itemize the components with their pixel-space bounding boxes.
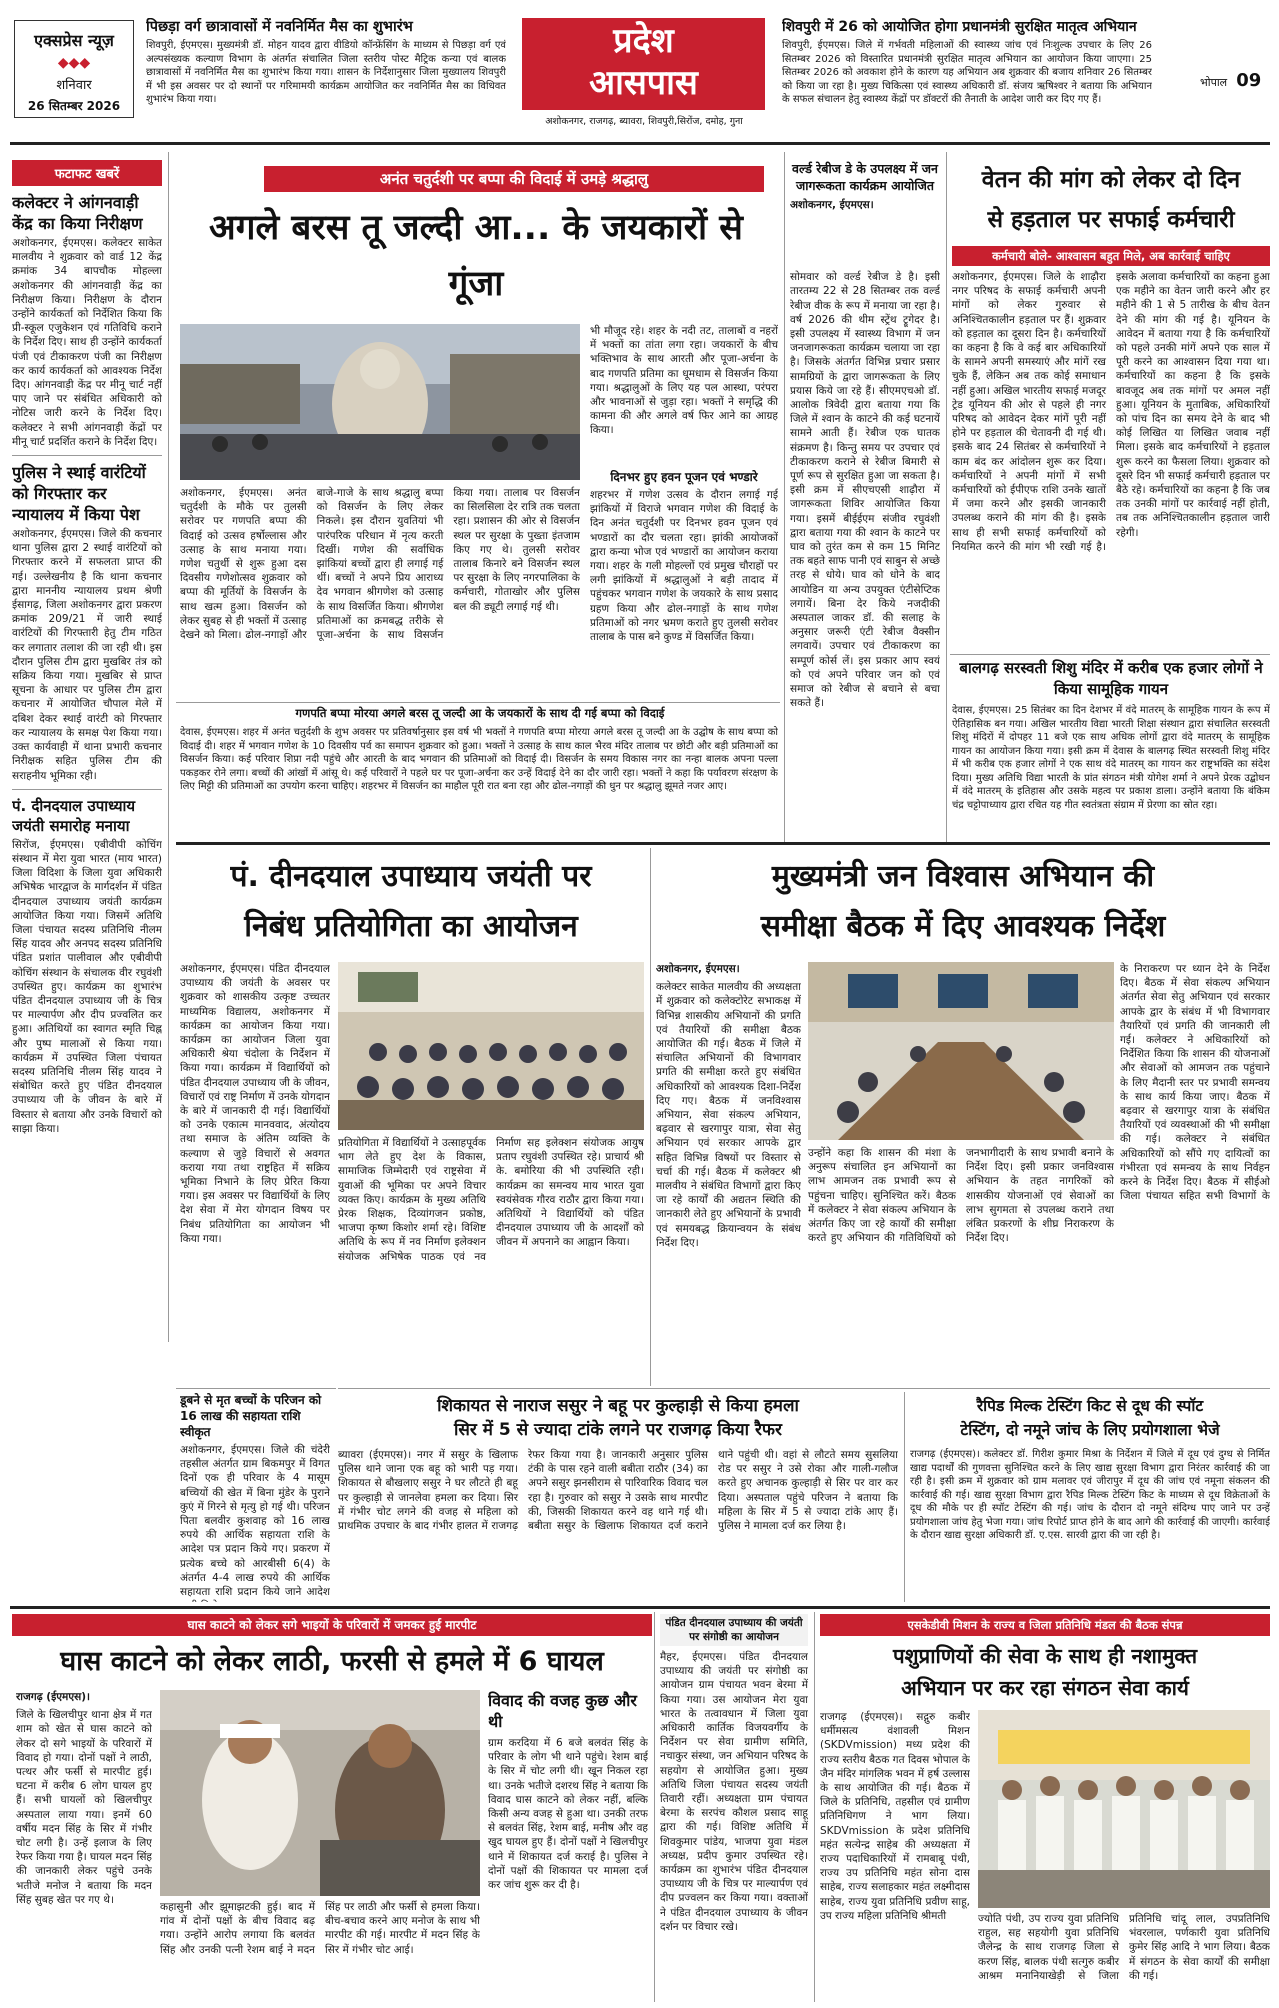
milk-headline-line2: टेस्टिंग, दो नमूने जांच के लिए प्रयोगशाला भेजे <box>960 1421 1220 1439</box>
cm-review-text-right: के निराकरण पर ध्यान देने के निर्देश दिए। बैठक में सेवा संकल्प अभियान अंतर्गत सेवा सेतु अभियान एवं सरकार आपके द्वार के संबंध में भी विभागवार तैयारियों एवं प्रगति की जानकारी ली गई। कलेक्टर ने अधिकारियों को निर्देशित किया कि शासन की योजनाओं और सेवाओं को आमजन तक पहुंचाने के लिए मैदानी स्तर पर प्रभावी समन्वय के साथ कार्य किया जाए। बैठक में बढ़वार से खरगापुर यात्रा के संबंधित तैयारियों एवं व्यवस्थाओं की भी समीक्षा की गई। कलेक्टर ने संबंधित अधिकारियों को सौंपे गए दायित्वों का गंभीरता एवं समन्वय के साथ निर्वहन करने के निर्देश दिए। बैठक में सीईओ जिला पंचायत सहित सभी विभागों के <box>1120 963 1270 1202</box>
pashu-headline-line2: अभियान पर कर रहा संगठन सेवा कार्य <box>901 1676 1189 1700</box>
masthead-left-title: पिछड़ा वर्ग छात्रावासों में नवनिर्मित मैस का शुभारंभ <box>146 19 413 35</box>
deendayal-seminar-title: पंडित दीनदयाल उपाध्याय की जयंती पर संगोष्ठी का आयोजन <box>660 1614 808 1646</box>
ghaas-col-a <box>16 1690 152 2000</box>
pashu-headline-line1: पशुप्राणियों की सेवा के साथ ही नशामुक्त <box>892 1644 1198 1668</box>
masthead-left-text: शिवपुरी, ईएमएस। मुख्यमंत्री डॉ. मोहन यादव द्वारा वीडियो कॉन्फ्रेंसिंग के माध्यम से पिछड़ा वर्ग एवं अल्पसंख्यक कल्याण विभाग के अंतर्गत संचालित जिला स्तरीय पोस्ट मैट्रिक कन्या एवं बालक छात्रावासों में नवनिर्मित मैस का शुभारंभ किया गया। शासन के निर्देशानुसार जिला मुख्यालय शिवपुरी में भी इस अवसर पर दो स्थानों पर गरिमामयी कार्यक्रम आयोजित कर नवनिर्मित मैस का विधिवत शुभारंभ किया गया। <box>146 40 506 105</box>
column-rule <box>168 152 169 1342</box>
fatafat-divider <box>12 455 162 456</box>
masthead-rule <box>10 142 1270 145</box>
section-rule-heavy <box>176 842 1270 845</box>
strike-headline-line1: वेतन की मांग को लेकर दो दिन <box>981 167 1241 193</box>
essay-text-left: अशोकनगर, ईएमएस। पंडित दीनदयाल उपाध्याय की जयंती के अवसर पर शुक्रवार को शासकीय उत्कृष्ट उच्चतर माध्यमिक विद्यालय, अशोकनगर में कार्यक्रम का आयोजन किया गया। कार्यक्रम का आयोजन जिला युवा अधिकारी श्रेया चंदोला के निर्देशन में किया गया। कार्यक्रम में विद्यार्थियों को पंडित दीनदयाल उपाध्याय जी के जीवन, विचारों एवं राष्ट्र निर्माण में उनके योगदान के बारे में जानकारी दी गई। विद्यार्थियों को उनके एकात्म मानववाद, अंत्योदय तथा समाज के अंतिम व्यक्ति के कल्याण से जुड़े विचारों से अवगत कराया गया तथा राष्ट्रहित में सक्रिय भूमिका निभाने के लिए प्रेरित किया गया। इस अवसर पर विद्यार्थियों के लिए देश सेवा में मेरा योगदान विषय पर निबंध प्रतियोगिता का आयोजन भी किया गया। <box>180 963 330 1245</box>
drowning-text: अशोकनगर, ईएमएस। जिले की चंदेरी तहसील अंतर्गत ग्राम बिकमपुर में विगत दिनों एक ही परिवार के 4 मासूम बच्चियों की खेत में बिना मुंडेर के पुराने कुएं में गिरने से मृत्यु हो गई थी। परिजन पिता बलवीर कुशवाह को 16 लाख रुपये की आर्थिक सहायता राशि के आदेश पत्र प्रदान किये गए। प्रकरण में प्रत्येक बच्चे को आरबीसी 6(4) के अंतर्गत 4-4 लाख रुपये की आर्थिक सहायता राशि प्रदान किये जाने आदेश <box>180 1444 330 1599</box>
essay-classroom-photo <box>338 962 644 1130</box>
column-rule <box>654 1612 655 2002</box>
pashu-text-a: राजगढ़ (ईएमएस)। सद्गुरु कबीर धर्मीमसत्य वंशावली मिशन (SKDVmission) मध्य प्रदेश की राज्य स्तरीय बैठक गत दिवस भोपाल के जैन मंदिर मांगलिक भवन में हर्ष उल्लास के साथ आयोजित की गई। बैठक में जिले के प्रतिनिधि, तहसील एवं ग्रामीण प्रतिनिधिगण ने भाग लिया। SKDVmission के प्रदेश प्रतिनिधि महंत सत्येन्द्र साहेब की अध्यक्षता में राज्य पदाधिकारियों में रामबाबू पंथी, राज्य उप प्रतिनिधि महंत सोना दास साहेब, राज्य सलाहकार महंत लक्ष्मीदास साहेब, राज्य युवा प्रतिनिधि प्रवीण साहू, उप राज्य महिला प्रतिनिधि श्रीमती <box>820 1711 970 1922</box>
issue-day: शनिवार <box>56 78 92 93</box>
ganesh-headline <box>176 200 776 318</box>
strike-kicker: कर्मचारी बोले- आश्वासन बहुत मिले, अब कार्रवाई चाहिए <box>952 246 1270 266</box>
masthead-right-title: शिवपुरी में 26 को आयोजित होगा प्रधानमंत्री सुरक्षित मातृत्व अभियान <box>782 19 1137 35</box>
ghaas-text-a: जिले के खिलचीपुर थाना क्षेत्र में गत शाम को खेत से घास काटने को लेकर दो सगे भाइयों के परिवारों में विवाद हो गया। दोनों पक्षों ने लाठी, पत्थर और फर्सी से मारपीट हुई। घटना में करीब 6 लोग घायल हुए हैं। सभी घायलों को खिलचीपुर अस्पताल लाया गया। इनमें 60 वर्षीय मदन सिंह के सिर में गंभीर चोट लगी है। उन्हें इलाज के लिए रेफर किया गया है। घायल मदन सिंह की जानकारी लेकर पहुंचे उनके भतीजे मनोज ने बताया कि मदन सिंह सुबह खेत पर गए थे। <box>16 1709 152 1906</box>
fatafat-item3-title: पं. दीनदयाल उपाध्याय जयंती समारोह मनाया <box>12 796 136 835</box>
strike-headline <box>952 160 1270 244</box>
column-rule <box>784 152 785 842</box>
ghaas-sub-heading: विवाद की वजह कुछ और थी <box>488 1691 637 1731</box>
section-rule <box>176 702 780 703</box>
drowning-title: डूबने से मृत बच्चों के परिजन को 16 लाख की सहायता राशि स्वीकृत <box>180 1393 322 1439</box>
section-line1: प्रदेश <box>613 21 674 61</box>
ghaas-headline: घास काटने को लेकर लाठी, फरसी से हमले में 6 घायल <box>60 1646 604 1677</box>
deendayal-seminar-story <box>660 1614 808 2002</box>
deendayal-seminar-text: मैहर, ईएमएस। पंडित दीनदयाल उपाध्याय की जयंती पर संगोष्ठी का आयोजन ग्राम पंचायत भवन बेरमा में किया गया। उस आयोजन मेरा युवा भारत के तत्वावधान में जिला युवा अधिकारी कार्तिक विजयवर्गीय के निर्देशन पर सेवा ग्रामीण समिति, नचाकुर संस्था, जन अभियान परिषद के सहयोग से आयोजित हुआ। मुख्य अतिथि जिला पंचायत सदस्य जयंती तिवारी रहीं। अध्यक्षता ग्राम पंचायत बेरमा के सरपंच कौशल प्रसाद साहू द्वारा की गई। विशिष्ट अतिथि में शिवकुमार पांडेय, भाजपा युवा मंडल अध्यक्ष, प्रदीप कुमार उपस्थित रहे। कार्यक्रम का शुभारंभ पंडित दीनदयाल उपाध्याय जी के चित्र पर माल्यार्पण एवं दीप प्रज्वलन कर किया गया। वक्ताओं ने पंडित दीनदयाल उपाध्याय के जीवन दर्शन पर विचार रखे। <box>660 1651 808 1933</box>
page-number: 09 <box>1236 70 1262 91</box>
cm-review-headline-line2: समीक्षा बैठक में दिए आवश्यक निर्देश <box>760 909 1166 944</box>
column-rule <box>814 1612 815 2002</box>
section-banner <box>522 18 765 110</box>
fatafat-item1-title: कलेक्टर ने आंगनवाड़ी केंद्र का किया निरीक्षण <box>12 193 143 233</box>
rabies-story <box>790 160 940 840</box>
strike-text: अशोकनगर, ईएमएस। जिले के शाढ़ौरा नगर परिषद के सफाई कर्मचारी अपनी मांगों को लेकर गुरुवार से अनिश्चितकालीन हड़ताल पर हैं। शुक्रवार को हड़ताल का दूसरा दिन है। कर्मचारियों का कहना है कि वे कई बार अधिकारियों के सामने अपनी समस्याएं और मांगें रख चुके हैं, लेकिन अब तक कोई समाधान नहीं हुआ। अखिल भारतीय सफाई मजदूर ट्रेड यूनियन की ओर से पहले ही नगर परिषद को आवेदन देकर मांगें पूरी नहीं होने पर हड़ताल की चेतावनी दी गई थी। इसके बाद 24 सितंबर से कर्मचारियों ने काम बंद कर आंदोलन शुरू कर दिया। कर्मचारियों ने अपनी मांगों में सभी कर्मचारियों को ईपीएफ राशि उनके खातों में जमा करने और इसकी जानकारी उपलब्ध कराने की मांग की है। इसके साथ ही सभी सफाई कर्मचारियों को नियमित करने की मांग भी रखी गई है। इसके अलावा कर्मचारियों का कहना हुआ एक महीने का वेतन जारी करने और हर महीने की 1 से 5 तारीख के बीच वेतन देने की मांग की गई है। यूनियन के आवेदन में बताया गया है कि कर्मचारियों को पहले उनकी मांगें अपने एक साल में पूरी करने का आश्वासन दिया गया था। कर्मचारियों का कहना है कि इसके बावजूद अब तक मांगों पर अमल नहीं हुआ। यूनियन के मुताबिक, अधिकारियों को पांच दिन का समय देने के बाद भी कोई लिखित या लिखित जवाब नहीं मिला। इसके बाद कर्मचारियों ने हड़ताल शुरू करने का फैसला लिया। शुक्रवार को दूसरे दिन भी सफाई कर्मचारी हड़ताल पर बैठे रहे। कर्मचारियों का कहना है कि जब तक उनकी मांगों पर कार्रवाई नहीं होती, तब तक अनिश्चितकालीन हड़ताल जारी रहेगी। <box>952 271 1270 553</box>
cm-review-left <box>656 962 801 1262</box>
strike-headline-line2: से हड़ताल पर सफाई कर्मचारी <box>987 207 1235 233</box>
rabies-text: सोमवार को वर्ल्ड रेबीज डे है। इसी तारतम्य 22 से 28 सितम्बर तक वर्ल्ड रेबीज वीक के रूप में मनाया जा रहा है। वर्ष 2026 की थीम स्ट्रेंथ ट्रूगेदर है। इसी उपलक्ष्य में स्वास्थ्य विभाग में जन जनजागरूकता कार्यक्रम चलाया जा रहा है। जिसके अंतर्गत विभिन्न प्रचार प्रसार सामग्रियों के द्वारा जागरूकता के लिए प्रयास किये जा रहे हैं। सीएमएचओ डॉ. आलोक त्रिवेदी द्वारा बताया गया कि जिले में श्वान के काटने की कई घटनायें सामने आती हैं। रेबीज एक घातक संक्रमण है। किन्तु समय पर उपचार एवं टीकाकरण कराने से रेबीज बिमारी से पूर्ण रूप से सुरक्षित हुआ जा सकता है। इसी क्रम में सीएचएसी शाढ़ौरा में जागरूकता शिविर आयोजित किया गया। इसमें बीईईएम संजीव रघुवंशी द्वारा बताया गया की श्वान के काटने पर घाव को तुरंत कम से कम 15 मिनिट तक बहते साफ पानी एवं साबुन से अच्छे तरह से धोये। घाव को धोने के बाद आयोडिन या अन्य उपयुक्त एंटीसेप्टिक लगायें। बिना देर किये नजदीकी अस्पताल जाकर डॉ. की सलाह के अनुसार जरूरी एंटी रेबीज वैक्सीन लगवायें। उपचार एवं टीकाकरण का सम्पूर्ण कोर्स लें। इस प्रकार आप स्वयं को एवं अपने परिवार जन को एवं समाज को रेबीज से बचाने से बचा सकते हैं। <box>790 271 940 710</box>
issue-date: 26 सितम्बर 2026 <box>27 99 121 113</box>
masthead-right-text: शिवपुरी, ईएमएस। जिले में गर्भवती महिलाओं की स्वास्थ्य जांच एवं निःशुल्क उपचार के लिए 26 सितम्बर 2026 को विस्तारित प्रधानमंत्री सुरक्षित मातृत्व अभियान का आयोजन किया जाएगा। 25 सितम्बर 2026 को अवकाश होने के कारण यह अभियान अब शुक्रवार की बजाय शनिवार 26 सितम्बर को किया जा रहा है। मुख्य चिकित्सा एवं स्वास्थ्य अधिकारी डॉ. संजय ऋषिश्वर ने बताया कि अभियान के सफल संचालन हेतु स्वास्थ्य केंद्रों पर डॉक्टरों की तैनाती के आदेश जारी कर दिए गए हैं। <box>782 40 1152 105</box>
section-line2: आसपास <box>589 63 698 103</box>
pashu-headline <box>820 1640 1270 1704</box>
column-rule <box>946 152 947 842</box>
section-districts: अशोकनगर, राजगढ़, ब्यावरा, शिवपुरी,सिरोंज, दमोह, गुना <box>545 116 743 127</box>
ganesh-body: अशोकनगर, ईएमएस। अनंत चतुर्दशी के मौके पर तुलसी सरोवर पर गणपति बप्पा की विदाई को उत्सव हर्षोल्लास और उत्साह के साथ मनाया गया। गणेश चतुर्थी से शुरू हुआ दस दिवसीय गणेशोत्सव शुक्रवार को बप्पा की मूर्तियों के विसर्जन के साथ खत्म हुआ। विसर्जन को लेकर सुबह से ही भक्तों में उत्साह देखने को मिला। ढोल-नगाड़ों और बाजे-गाजे के साथ श्रद्धालु बप्पा को विसर्जन के लिए लेकर निकले। इस दौरान युवतियां भी पारंपरिक परिधान में नृत्य करती दिखीं। गणेश की सर्वाधिक झांकियां बच्चों द्वारा ही लगाई गई थीं। बच्चों ने अपने प्रिय आराध्य देव भगवान श्रीगणेश को उत्साह के साथ विसर्जित किया। श्रीगणेश प्रतिमाओं का क्रमबद्ध तरीके से पूजा-अर्चना के साथ विसर्जन किया गया। तालाब पर विसर्जन का सिलसिला देर रात्रि तक चलता रहा। प्रशासन की ओर से विसर्जन स्थल पर सुरक्षा के पुख्ता इंतजाम किए गए थे। तुलसी सरोवर तालाब किनारे बने विसर्जन स्थल पर सुरक्षा के लिए नगरपालिका के कर्मचारी, गोताखोर और पुलिस बल की ड्यूटी लगाई गई थी। <box>180 487 580 642</box>
fatafat-label: फटाफट खबरें <box>12 160 162 186</box>
fatafat-item2-text: अशोकनगर, ईएमएस। जिले की कचनार थाना पुलिस द्वारा 2 स्थाई वारंटियों को गिरफ्तार करने में सफलता प्राप्त की गई। उल्लेखनीय है कि थाना कचनार द्वारा माननीय न्यायालय प्रथम श्रेणी ईसागढ़, जिला अशोकनगर द्वारा प्रकरण क्रमांक 209/21 में जारी स्थाई वारंटियों की गिरफ्तारी हेतु टीम गठित कर लगातार तलाश की जा रही थी। इस दौरान पुलिस टीम द्वारा मुखबिर तंत्र को सक्रिय किया गया। मुखबिर से प्राप्त सूचना के आधार पर पुलिस टीम द्वारा कचनार में आयोजित चौपाल मेले में दबिश देकर स्थाई वारंटी को गिरफ्तार कर न्यायालय के समक्ष पेश किया गया। उक्त कार्यवाही में थाना प्रभारी कचनार निरीक्षक सहित पुलिस टीम की सराहनीय भूमिका रही। <box>12 528 162 782</box>
axe-headline-line2: सिर में 5 से ज्यादा टांके लगने पर राजगढ़ किया रैफर <box>454 1420 782 1440</box>
city-name: भोपाल <box>1200 76 1228 89</box>
pashu-meeting-photo <box>978 1710 1270 1908</box>
milk-text: राजगढ़ (ईएमएस)। कलेक्टर डॉ. गिरीश कुमार मिश्रा के निर्देशन में जिले में दूध एवं दुग्ध से निर्मित खाद्य पदार्थों की गुणवत्ता सुनिश्चित करने के लिए खाद्य सुरक्षा विभाग द्वारा निरंतर कार्रवाई की जा रही है। इसी क्रम में शुक्रवार को ग्राम मलावर एवं जीरापुर में दूध की जांच एवं नमूना संकलन की कार्रवाई की गई। खाद्य सुरक्षा विभाग द्वारा रैपिड मिल्क टेस्टिंग किट के माध्यम से दूध विक्रेताओं के दूध की मौके पर ही स्पॉट टेस्टिंग की गई। जांच के दौरान दो नमूने संदिग्ध पाए जाने पर उन्हें प्रयोगशाला जांच हेतु भेजा गया। जांच रिपोर्ट प्राप्त होने के बाद आगे की कार्रवाई की जाएगी। कार्रवाई के दौरान खाद्य सुरक्षा अधिकारी डॉ. ए.एस. सारवी द्वारा की जा रही है। <box>910 1449 1270 1541</box>
ghaas-kicker: घास काटने को लेकर सगे भाइयों के परिवारों में जमकर हुई मारपीट <box>12 1614 652 1636</box>
ghaas-byline: राजगढ़ (ईएमएस)। <box>16 1691 91 1703</box>
pashu-text-b: ज्योति पंथी, उप राज्य युवा प्रतिनिधि राहुल, सह सहयोगी युवा प्रतिनिधि जैलेन्द्र के साथ राजगढ़ जिला से करण सिंह, बालक पंथी सत्गुरु कबीर आश्रम मनानियाखेड़ी से जिला प्रतिनिधि चांदू लाल, उपप्रतिनिधि भंवरलाल, पर्णकारी युवा प्रतिनिधि कुमेर सिंह आदि ने भाग लिया। बैठक में संगठन के सेवा कार्यों की समीक्षा की गई। <box>978 1913 1270 1982</box>
masthead <box>0 0 1279 140</box>
column-rule <box>650 848 651 1386</box>
ghaas-injured-photo <box>160 1690 480 1896</box>
ganesh-headline-line1: अगले बरस तू जल्दी आ... के जयकारों से गूंजा <box>209 208 743 304</box>
masthead-right-news <box>782 18 1152 118</box>
section-rule <box>338 1388 1270 1389</box>
diamond-icon: ◆◆◆ <box>57 55 91 71</box>
essay-headline-line1: पं. दीनदयाल उपाध्याय जयंती पर <box>230 859 592 894</box>
devas-ganesh-text: देवास, ईएमएस। शहर में अनंत चतुर्दशी के शुभ अवसर पर प्रतिवर्षानुसार इस वर्ष भी भक्तों ने गणपति बप्पा मोरया अगले बरस तू जल्दी आ के उद्घोष के साथ बप्पा को विदाई दी। शहर में भगवान गणेश के 10 दिवसीय पर्व का समापन शुक्रवार को हुआ। भक्तों ने उत्साह के साथ काल भैरव मंदिर तालाब पर छोटी और बड़ी प्रतिमाओं का विसर्जन किया। कई परिवार शिप्रा नदी पहुंचे और आरती के बाद भगवान की प्रतिमाओं को विदाई दी। विसर्जन के समय विकास नगर का नन्हा बालक अपना पल्ला पकड़कर रोने लगा। बच्चों की आंखों में आंसू थे। कई परिवारों ने पहले घर पर पूजा-अर्चना कर उन्हें विदाई देने का दौर जारी रहा। भक्तों ने कहा कि पर्यावरण संरक्षण के लिए मिट्टी की प्रतिमाओं का उपयोग करना चाहिए। शहरभर में विसर्जन का माहौल पूरी रात बना रहा और ढोल-नगाड़ों की धुन पर श्रद्धालु झूमते नजर आए। <box>180 727 778 792</box>
section-rule <box>176 1388 336 1389</box>
fatafat-item3-text: सिरोंज, ईएमएस। एबीवीपी कोचिंग संस्थान में मेरा युवा भारत (माय भारत) जिला विदिशा के जिला युवा अधिकारी अभिषेक भारद्वाज के मार्गदर्शन में पंडित दीनदयाल उपाध्याय जयंती कार्यक्रम आयोजित किया गया। जिसमें अतिथि जिला पंचायत सदस्य प्रतिनिधि नीलम सिंह यादव और अनपद सदस्य प्रतिनिधि पंडित प्रशांत पालीवाल और एबीवीपी कोचिंग संस्थान के संचालक वीर रघुवंशी उपस्थित हुए। कार्यक्रम का शुभारंभ पंडित दीनदयाल उपाध्याय जी के चित्र पर माल्यार्पण और दीप प्रज्वलित कर हुआ। अतिथियों का स्वागत स्मृति चिह्न और पुष्प मालाओं से किया गया। कार्यक्रम में उपस्थित जिला पंचायत सदस्य प्रतिनिधि नीलम सिंह यादव ने संबोधित करते हुए पंडित दीनदयाल उपाध्याय जी के जीवन के बारे में विस्तार से बताया और उनके विचारों को साझा किया। <box>12 838 162 1135</box>
cm-review-text-left: कलेक्टर साकेत मालवीय की अध्यक्षता में शुक्रवार को कलेक्टोरेट सभाकक्ष में विभिन्न शासकीय अभियानों की प्रगति एवं तैयारियों की समीक्षा बैठक आयोजित की गई। बैठक में जिले में संचालित अभियानों की विभागवार प्रगति की समीक्षा करते हुए संबंधित अधिकारियों को आवश्यक दिशा-निर्देश दिए गए। बैठक में जनविश्वास अभियान, सेवा संकल्प अभियान, बढ़वार से खरगापुर यात्रा, सेवा सेतु अभियान एवं सरकार आपके द्वार सहित विभिन्न विषयों पर विस्तार से चर्चा की गई। बैठक में कलेक्टर श्री मालवीय ने संबंधित विभागों द्वारा किए जा रहे कार्यों की अद्यतन स्थिति की जानकारी लेते हुए अभियानों के प्रभावी एवं समयबद्ध क्रियान्वयन के संबंध निर्देश दिए। <box>656 981 801 1249</box>
rabies-byline: अशोकनगर, ईएमएस। <box>790 199 874 211</box>
ghaas-text-b: कहासुनी और झूमाझटकी हुई। बाद में गांव में दोनों पक्षों के बीच विवाद बढ़ गया। उन्होंने आरोप लगाया कि बलवंत सिंह और उनकी पत्नी रेशम बाई ने मदन सिंह पर लाठी और फर्सी से हमला किया। बीच-बचाव करने आए मनोज के साथ भी मारपीट की गई। मारपीट में मदन सिंह के सिर में गंभीर चोट आई। <box>160 1901 480 1956</box>
fatafat-item1-text: अशोकनगर, ईएमएस। कलेक्टर साकेत मालवीय ने शुक्रवार को वार्ड 12 केंद्र क्रमांक 34 बापचौक मोहल्ला अशोकनगर की आंगनवाड़ी केंद्र का निरीक्षण किया। निरीक्षण के दौरान उन्होंने कार्यकर्ता को निर्देशित किया कि प्री-स्कूल एजुकेशन एवं गतिविधि कराने के निर्देश दिए। साथ ही उन्होंने कार्यकर्ता पंजी एवं टीकाकरण पंजी का निरीक्षण कर कार्य कार्यकर्ता को आवश्यक निर्देश दिए। आंगनवाड़ी केंद्र पर मीनू चार्ट नहीं पाए जाने पर संबंधित अधिकारी को नोटिस जारी करने के निर्देश दिए। कलेक्टर ने सभी आंगनवाड़ी केंद्रों पर मीनू चार्ट प्रदर्शित कराने के निर्देश दिए। <box>12 237 162 448</box>
ganesh-procession-photo <box>180 324 580 480</box>
cm-review-text-bottom: उन्होंने कहा कि शासन की मंशा के अनुरूप संचालित इन अभियानों का लाभ आमजन तक प्रभावी रूप से पहुंचना चाहिए। सुनिश्चित करें। बैठक में कलेक्टर ने सेवा संकल्प अभियान के अंतर्गत किए जा रहे कार्यों की समीक्षा करते हुए अभियान की गतिविधियों को जनभागीदारी के साथ प्रभावी बनाने के निर्देश दिए। इसी प्रकार जनविश्वास अभियान के तहत नागरिकों को शासकीय योजनाओं एवं सेवाओं का लाभ सुगमता से उपलब्ध कराने तथा लंबित प्रकरणों के शीघ्र निराकरण के निर्देश दिए। <box>808 1147 1114 1245</box>
column-rule <box>904 1392 905 1602</box>
ghaas-sidebar <box>488 1690 648 2000</box>
balgadh-title: बालगढ़ सरस्वती शिशु मंदिर में करीब एक हजार लोगों ने किया सामूहिक गायन <box>959 659 1263 698</box>
milk-headline-line1: रैपिड मिल्क टेस्टिंग किट से दूध की स्पॉट <box>976 1397 1204 1415</box>
section-rule-heavy <box>10 1606 1270 1609</box>
fatafat-item2-title: पुलिस ने स्थाई वारंटियों को गिरफ्तार कर न्यायालय में किया पेश <box>12 463 146 525</box>
ganesh-sub-text: शहरभर में गणेश उत्सव के दौरान लगाई गई झांकियों में विराजे भगवान गणेश की विदाई के दिन अनंत चतुर्दशी पर दिनभर हवन पूजन एवं भण्डारों का दौर चलता रहा। झांकी आयोजकों द्वारा कन्या भोज एवं भण्डारों का आयोजन कराया गया। शहर के गली मोहल्लों एवं प्रमुख चौराहों पर लगी झांकियों में श्रद्धालुओं ने बड़ी तादाद में पहुंचकर भगवान गणेश के जयकारे के साथ प्रसाद ग्रहण किया और ढोल-नगाड़ों के साथ गणेश प्रतिमाओं को नगर भ्रमण कराते हुए तुलसी सरोवर तालाब के पास बने कुण्ड में विसर्जित किया। <box>590 489 778 644</box>
rabies-title: वर्ल्ड रेबीज डे के उपलक्ष्य में जन जागरूकता कार्यक्रम आयोजित <box>792 161 938 193</box>
ganesh-sub-heading: दिनभर हुए हवन पूजन एवं भण्डारे <box>610 470 758 484</box>
ganesh-side-text: भी मौजूद रहे। शहर के नदी तट, तालाबों व नहरों में भक्तों का तांता लगा रहा। जयकारों के बीच भक्तिभाव के साथ आरती और पूजा-अर्चना के बाद गणपति प्रतिमा का धूमधाम से विसर्जन किया गया। श्रद्धालुओं के लिए यह पल आस्था, परंपरा और भावनाओं से जुड़ा रहा। भक्तों ने समृद्धि की कामना की और अगले वर्ष फिर आने का आग्रह किया। <box>590 325 778 437</box>
brand-box <box>14 20 134 118</box>
milk-headline <box>910 1394 1270 1444</box>
section-rule <box>950 654 1270 655</box>
drowning-story <box>180 1392 330 1602</box>
cm-review-byline: अशोकनगर, ईएमएस। <box>656 963 740 975</box>
cm-review-meeting-photo <box>808 962 1114 1140</box>
ganesh-kicker: अनंत चतुर्दशी पर बप्पा की विदाई में उमड़े श्रद्धालु <box>264 166 764 192</box>
cm-review-headline <box>656 852 1270 956</box>
pashu-kicker: एसकेडीवी मिशन के राज्य व जिला प्रतिनिधि मंडल की बैठक संपन्न <box>820 1614 1270 1636</box>
axe-text: ब्यावरा (ईएमएस)। नगर में ससुर के खिलाफ पुलिस थाने जाना एक बहू को भारी पड़ गया। शिकायत से बौखलाए ससुर ने घर लौटते ही बहू पर कुल्हाड़ी से जानलेवा हमला कर दिया। सिर में गंभीर चोट लगने की वजह से महिला को प्राथमिक उपचार के बाद गंभीर हालत में राजगढ़ रेफर किया गया है। जानकारी अनुसार पुलिस टंकी के पास रहने वाली बबीता राठौर (34) का अपने ससुर झनसीराम से पारिवारिक विवाद चल रहा है। गुरुवार को ससुर ने उसके साथ मारपीट की, जिसकी शिकायत करने वह थाने गई थी। बबीता ससुर के खिलाफ शिकायत दर्ज कराने थाने पहुंची थी। वहां से लौटते समय सुसलिया रोड पर ससुर ने उसे रोका और गाली-गलौज करते हुए अचानक कुल्हाड़ी से सिर पर वार कर दिया। अस्पताल पहुंचे परिजन ने बताया कि महिला के सिर में 5 से ज्यादा टांके आए हैं। पुलिस ने मामला दर्ज कर लिया है। <box>338 1449 898 1533</box>
masthead-left-news <box>146 18 506 118</box>
axe-headline-line1: शिकायत से नाराज ससुर ने बहू पर कुल्हाड़ी से किया हमला <box>437 1396 799 1416</box>
essay-headline-line2: निबंध प्रतियोगिता का आयोजन <box>244 909 578 944</box>
axe-headline <box>338 1394 898 1444</box>
ghaas-sub-text: ग्राम करदिया में 6 बजे बलवंत सिंह के परिवार के लोग भी थाने पहुंचे। रेशम बाई के सिर में चोट लगी थी। खून निकल रहा था। उनके भतीजे दशरथ सिंह ने बताया कि विवाद घास काटने को लेकर नहीं, बल्कि किसी अन्य वजह से हुआ था। उनकी तरफ से बलवंत सिंह, रेशम बाई, मनीष और वह खुद घायल हुए हैं। दोनों पक्षों ने खिलचीपुर थाने में शिकायत दर्ज कराई है। पुलिस ने दोनों पक्षों की शिकायत पर मामला दर्ज कर जांच शुरू कर दी है। <box>488 1737 648 1892</box>
essay-text-right: प्रतियोगिता में विद्यार्थियों ने उत्साहपूर्वक भाग लेते हुए देश के विकास, सामाजिक जिम्मेदारी एवं राष्ट्रसेवा में युवाओं की भूमिका पर अपने विचार व्यक्त किए। कार्यक्रम के मुख्य अतिथि प्रेरक शिक्षक, दिव्यांगजन प्रकोष्ठ, भाजपा कृष्ण किशोर शर्मा रहे। विशिष्ट अतिथि के रूप में नव निर्माण इलेक्शन संयोजक अभिषेक पाठक एवं नव निर्माण सह इलेक्शन संयोजक आयुष प्रताप रघुवंशी उपस्थित रहे। प्राचार्य श्री के. बमोरिया की भी उपस्थिति रही। कार्यक्रम का समन्वय माय भारत युवा स्वयंसेवक गौरव राठौर द्वारा किया गया। अतिथियों ने विद्यार्थियों को पंडित दीनदयाल उपाध्याय जी के आदर्शों को जीवन में अपनाने का आह्वान किया। <box>338 1137 644 1263</box>
fatafat-divider <box>12 789 162 790</box>
cm-review-headline-line1: मुख्यमंत्री जन विश्वास अभियान की <box>771 859 1155 894</box>
rabies-photo <box>790 216 940 266</box>
balgadh-text: देवास, ईएमएस। 25 सितंबर का दिन देशभर में वंदे मातरम् के सामूहिक गायन के रूप में ऐतिहासिक बन गया। अखिल भारतीय विद्या भारती शिक्षा संस्थान द्वारा संचालित सरस्वती शिशु मंदिरों में दोपहर 11 बजे एक साथ अधिक लोगों द्वारा वंदे मातरम् के सामूहिक गायन का आयोजन किया गया। इसी क्रम में देवास के बालगढ़ स्थित सरस्वती शिशु मंदिर में भी करीब एक हजार लोगों ने एक साथ वंदे मातरम् का गायन कर राष्ट्रभक्ति का संदेश दिया। मुख्य अतिथि विद्या भारती के प्रांत संगठन मंत्री योगेश शर्मा ने अपने प्रेरक उद्बोधन में वंदे मातरम् के इतिहास और उसके महत्व पर प्रकाश डाला। उन्होंने बताया कि बंकिम चंद्र चट्टोपाध्याय द्वारा रचित यह गीत स्वतंत्रता संग्राम में प्रेरणा का स्रोत रहा। <box>952 705 1270 811</box>
page-folio <box>1200 70 1270 92</box>
essay-headline <box>176 852 646 956</box>
devas-ganesh-title: गणपति बप्पा मोरया अगले बरस तू जल्दी आ के जयकारों के साथ दी गई बप्पा को विदाई <box>295 706 665 720</box>
ganesh-headline-line2 <box>176 312 776 318</box>
fatafat-column <box>12 160 162 1340</box>
brand-name: एक्सप्रेस न्यूज़ <box>34 31 114 50</box>
